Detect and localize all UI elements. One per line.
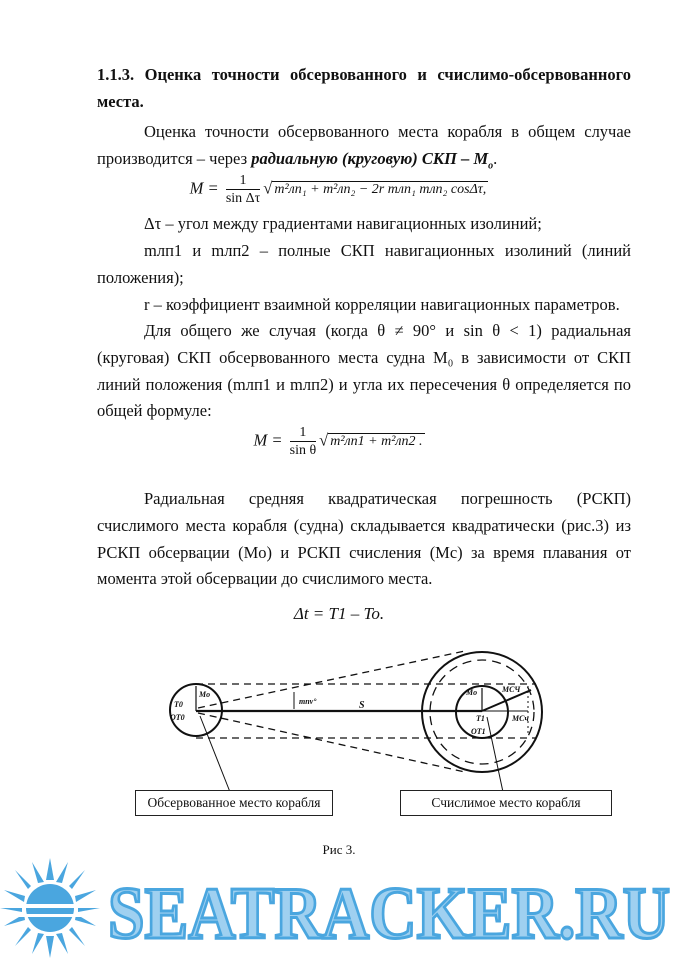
label-t0: T0: [174, 700, 183, 709]
intro-end: .: [493, 148, 498, 168]
formula1-lhs: M =: [189, 178, 219, 198]
figure-caption: Рис 3.: [322, 842, 356, 857]
formula-radial-error: M = $\frac{1}{\text{sin Δτ}}$ √ m²лп₁ + m²лп₂ − 2r mлп₁ mлп₂ cosΔτ,: [189, 173, 487, 206]
intro-text: Оценка точности обсервованного места корабля в общем случае производится – через: [97, 122, 631, 168]
label-dead-reckoning-position: Счислимое место корабля: [400, 790, 612, 816]
formula1-radicand: m²лп₁ + m²лп₂ − 2r mлп₁ mлп₂ cosΔτ,: [274, 182, 487, 197]
definition-r: r – коэффициент взаимной корреляции навигационных параметров.: [144, 295, 620, 314]
watermark: [0, 858, 678, 959]
sun-icon: [0, 858, 100, 958]
label-observed-position: Обсервованное место корабля: [135, 790, 333, 816]
label-mo-left: Mo: [199, 690, 211, 699]
formula2-lhs: M =: [253, 430, 283, 450]
label-angle: mпν°: [299, 697, 317, 706]
paragraph-general-case: Для общего же случая (когда θ ≠ 90° и sin θ < 1) радиальная (круговая) СКП обсервованного места судна M₀ в зависимости от СКП линий положения (mлп1 и mлп2) и угла их пересечения θ определяется по общей формуле:: [97, 321, 631, 421]
formula2-denominator: sin θ: [289, 443, 317, 458]
label-mo-right: Mo: [466, 688, 478, 697]
formula1-numerator: 1: [226, 172, 260, 190]
label-mcv: MСч: [512, 714, 529, 723]
formula2-numerator: 1: [290, 424, 317, 442]
label-s: S: [359, 700, 365, 711]
formula-general: M = $\frac{1}{\text{sin θ}}$ √ m²лп1 + m²лп2 .: [253, 425, 423, 458]
formula1-denominator: sin Δτ: [225, 191, 261, 206]
definition-m-lp: mлп1 и mлп2 – полные СКП навигационных изолиний (линий положения);: [97, 241, 631, 287]
formula2-radicand: m²лп1 + m²лп2 .: [330, 434, 423, 449]
label-t1: T1: [476, 714, 485, 723]
paragraph-rskp: Радиальная средняя квадратическая погрешность (РСКП) счислимого места корабля (судна) складывается квадратически (рис.3) из РСКП обсервации (Mo) и РСКП счисления (Mc) за время плавания от момента этой обсервации до счислимого места.: [97, 489, 631, 589]
label-ot0: OT0: [170, 713, 185, 722]
watermark-text: SEATRACKER.RU: [108, 873, 670, 955]
label-ot1: OT1: [471, 727, 486, 736]
intro-emphasis: радиальную (круговую) СКП – M: [251, 148, 489, 168]
intro-emphasis-sub: o: [488, 160, 494, 172]
formula-delta-t: Δt = T1 – To.: [293, 604, 385, 623]
section-heading: 1.1.3. Оценка точности обсервованного и счислимо-обсервованного места.: [97, 65, 631, 111]
label-mcch: MСЧ: [502, 685, 521, 694]
definition-delta-tau: Δτ – угол между градиентами навигационных изолиний;: [144, 214, 542, 233]
